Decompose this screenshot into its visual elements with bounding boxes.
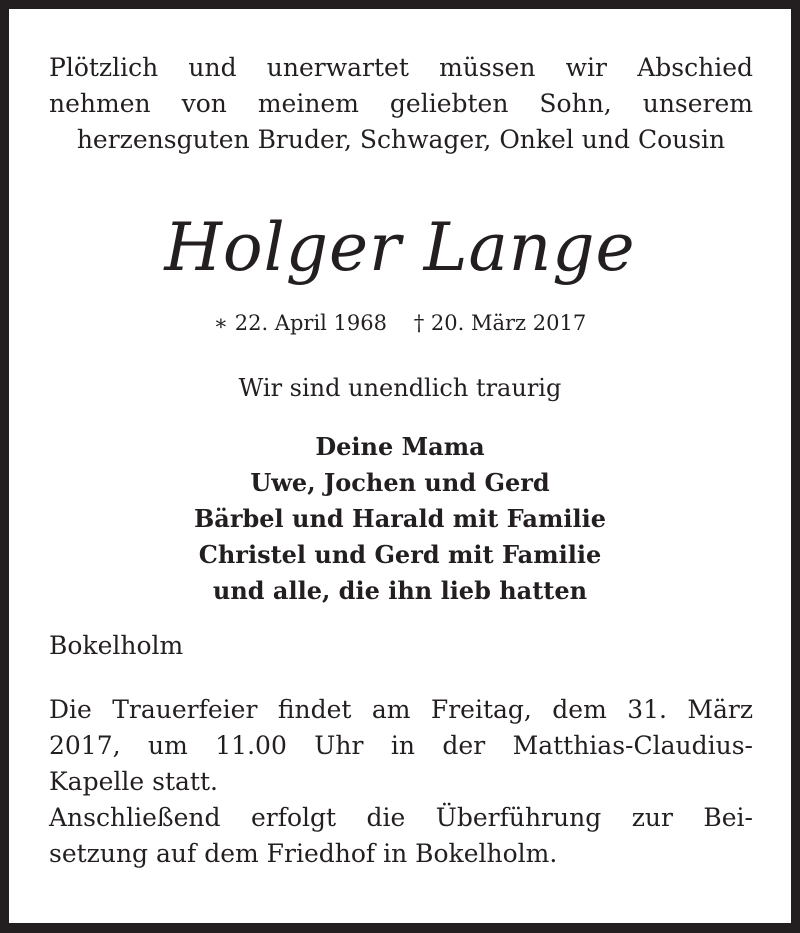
deceased-name: Holger Lange <box>164 209 636 286</box>
birth-date: ∗ 22. April 1968 <box>213 311 388 335</box>
family-member: Uwe, Jochen und Gerd <box>250 468 550 497</box>
death-notice <box>9 9 791 923</box>
mourning-line: Wir sind unendlich traurig <box>238 374 562 402</box>
funeral-line: Die Trauerfeier findet am Freitag, dem 31. März <box>49 695 753 724</box>
death-date: † 20. März 2017 <box>413 311 587 335</box>
family-list <box>9 429 791 609</box>
funeral-line: setzung auf dem Friedhof in Bokelholm. <box>49 839 558 868</box>
life-dates <box>9 311 791 335</box>
funeral-line: Anschließend erfolgt die Überführung zur Bei- <box>49 803 753 832</box>
funeral-info <box>49 692 753 872</box>
intro-text <box>49 50 753 158</box>
intro-line: herzensguten Bruder, Schwager, Onkel und Cousin <box>76 125 726 154</box>
intro-line: nehmen von meinem geliebten Sohn, unserem <box>49 89 753 118</box>
family-member: und alle, die ihn lieb hatten <box>212 576 588 605</box>
family-member: Christel und Gerd mit Familie <box>198 540 602 569</box>
place: Bokelholm <box>49 631 184 660</box>
intro-line: Plötzlich und unerwartet müssen wir Abschied <box>49 53 753 82</box>
funeral-line: Kapelle statt. <box>49 767 218 796</box>
funeral-line: 2017, um 11.00 Uhr in der Matthias-Claudius- <box>49 731 753 760</box>
family-member: Deine Mama <box>315 432 485 461</box>
family-member: Bärbel und Harald mit Familie <box>194 504 606 533</box>
